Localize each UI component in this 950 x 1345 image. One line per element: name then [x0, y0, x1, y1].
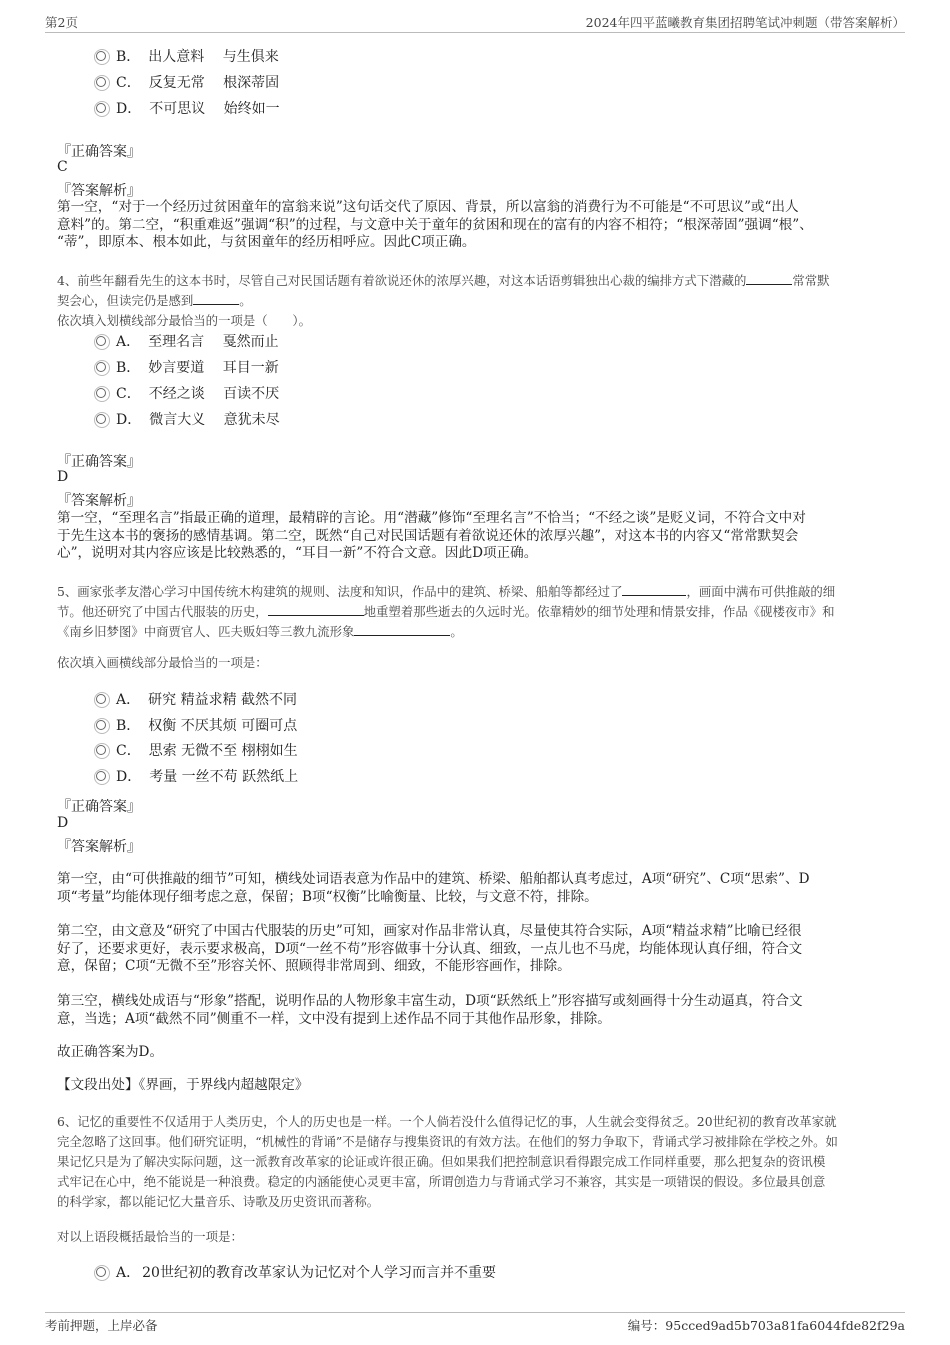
q3-analysis: 第一空，“对于一个经历过贫困童年的富翁来说”这句话交代了原因、背景，所以富翁的消费行为不可能是“不可思议”或“出人 意料”的。第二空，“积重难返”强调“积”的过程，与文意中关于童年的贫困和现在的富有的内容不相符；“根深蒂固”强调“根”、 “蒂”，即原本、根本如此，与贫困童年的经历相呼应。因此C项正确。: [57, 199, 813, 250]
q5-analysis-label: 『答案解析』: [57, 839, 141, 855]
page-footer: [45, 1312, 905, 1333]
q4-option-b[interactable]: B． 妙言要道 耳目一新: [96, 358, 279, 378]
radio-button-icon[interactable]: [96, 103, 106, 113]
page-number: 第2页: [45, 15, 78, 30]
q3-analysis-label: 『答案解析』: [57, 183, 141, 199]
q6-option-a[interactable]: A． 20世纪初的教育改革家认为记忆对个人学习而言并不重要: [96, 1263, 496, 1283]
blank-line: [746, 271, 792, 285]
document-id: 编号：95cced9ad5b703a81fa6044fde82f29a: [627, 1318, 905, 1333]
q5-conclusion: 故正确答案为D。: [57, 1044, 164, 1060]
q4-answer-label: 『正确答案』: [57, 454, 141, 470]
q3-answer: C: [57, 159, 68, 175]
radio-button-icon[interactable]: [96, 77, 106, 87]
page-header: [45, 10, 905, 33]
q5-source: 【文段出处】《界画，于界线内超越限定》: [57, 1077, 309, 1093]
radio-button-icon[interactable]: [96, 414, 106, 424]
radio-button-icon[interactable]: [96, 745, 106, 755]
q6-prompt: 对以上语段概括最恰当的一项是：: [57, 1229, 243, 1244]
q5-analysis-paragraph-1: 第一空，由“可供推敲的细节”可知，横线处词语表意为作品中的建筑、桥梁、船舶都认真考虑过，A项“研究”、C项“思索”、D 项“考量”均能体现仔细考虑之意，保留；B项“权衡”比喻衡量、比较，与文意不符，排除。: [57, 871, 810, 905]
document-title: 2024年四平蓝曦教育集团招聘笔试冲刺题（带答案解析）: [585, 15, 905, 30]
radio-button-icon[interactable]: [96, 771, 106, 781]
q5-answer-label: 『正确答案』: [57, 799, 141, 815]
q3-answer-label: 『正确答案』: [57, 144, 141, 160]
blank-line: [193, 291, 239, 305]
q3-option-b[interactable]: B． 出人意料 与生俱来: [96, 47, 279, 67]
q4-option-d[interactable]: D． 微言大义 意犹未尽: [96, 410, 280, 430]
blank-line: [622, 582, 686, 596]
q5-stem: 5、画家张孝友潜心学习中国传统木构建筑的规则、法度和知识，作品中的建筑、桥梁、船舶等都经过了 ，画面中满布可供推敲的细 节。他还研究了中国古代服装的历史， 地重塑着那些逝去的久远时光。依靠精妙的细节处理和情景安排，作品《砚楼夜市》和 《南乡旧梦图》中商贾官人、匹夫贩妇等三教九流形象 。: [57, 584, 836, 639]
radio-button-icon[interactable]: [96, 1267, 106, 1277]
q3-option-c[interactable]: C． 反复无常 根深蒂固: [96, 73, 279, 93]
q5-prompt: 依次填入画横线部分最恰当的一项是：: [57, 655, 268, 670]
q5-analysis-paragraph-2: 第二空，由文意及“研究了中国古代服装的历史”可知，画家对作品非常认真，尽量使其符合实际，A项“精益求精”比喻已经很 好了，还要求更好，表示要求极高，D项“一丝不苟”形容做事十分认真、细致，一点儿也不马虎，均能体现认真仔细，符合文 意，保留；C项“无微不至”形容关怀、照顾得非常周到、细致，不能形容画作，排除。: [57, 923, 803, 974]
q4-option-a[interactable]: A． 至理名言 戛然而止: [96, 332, 279, 352]
q4-answer: D: [57, 469, 69, 485]
radio-button-icon[interactable]: [96, 336, 106, 346]
q5-analysis-paragraph-3: 第三空，横线处成语与“形象”搭配，说明作品的人物形象丰富生动，D项“跃然纸上”形容描写或刻画得十分生动逼真，符合文 意，当选；A项“截然不同”侧重不一样，文中没有提到上述作品不同于其他作品形象，排除。: [57, 993, 803, 1027]
q4-analysis: 第一空，“至理名言”指最正确的道理，最精辟的言论。用“潜藏”修饰“至理名言”不恰当；“不经之谈”是贬义词，不符合文中对 于先生这本书的褒扬的感情基调。第二空，既然“自己对民国话题有着欲说还休的浓厚兴趣”，对这本书的内容又“常常默契会 心”，说明对其内容应该是比较熟悉的，“耳目一新”不符合文意。因此D项正确。: [57, 510, 806, 561]
q6-stem: 6、记忆的重要性不仅适用于人类历史，个人的历史也是一样。一个人倘若没什么值得记忆的事，人生就会变得贫乏。20世纪初的教育改革家就 完全忽略了这回事。他们研究证明，“机械性的背诵”不是储存与搜集资讯的有效方法。在他们的努力争取下，背诵式学习被排除在学校之外。如 果记忆只是为了解决实际问题，这一派教育改革家的论证或许很正确。但如果我们把控制意识看得跟完成工作同样重要，那么把复杂的资讯模 式牢记在心中，绝不能说是一种浪费。稳定的内涵能使心灵更丰富，所谓创造力与背诵式学习不兼容，其实是一项错误的假设。多位最具创意 的科学家，都以能记忆大量音乐、诗歌及历史资讯而著称。: [57, 1114, 838, 1209]
blank-line: [268, 602, 364, 616]
radio-button-icon[interactable]: [96, 51, 106, 61]
q5-answer: D: [57, 815, 69, 831]
q5-option-a[interactable]: A． 研究 精益求精 截然不同: [96, 690, 297, 710]
blank-line: [354, 622, 450, 636]
footer-slogan: 考前押题，上岸必备: [45, 1318, 158, 1333]
q3-option-d[interactable]: D． 不可思议 始终如一: [96, 99, 280, 119]
q4-option-c[interactable]: C． 不经之谈 百读不厌: [96, 384, 279, 404]
q5-option-d[interactable]: D． 考量 一丝不苟 跃然纸上: [96, 767, 298, 787]
radio-button-icon[interactable]: [96, 388, 106, 398]
q4-stem: 4、前些年翻看先生的这本书时，尽管自己对民国话题有着欲说还休的浓厚兴趣，对这本话语剪辑独出心裁的编排方式下潜藏的 常常默 契会心，但读完仍是感到 。 依次填入划横线部分最恰当的一项是（ ）。: [57, 273, 830, 328]
q5-option-b[interactable]: B． 权衡 不厌其烦 可圈可点: [96, 716, 297, 736]
radio-button-icon[interactable]: [96, 362, 106, 372]
q5-option-c[interactable]: C． 思索 无微不至 栩栩如生: [96, 741, 298, 761]
radio-button-icon[interactable]: [96, 720, 106, 730]
q4-analysis-label: 『答案解析』: [57, 493, 141, 509]
radio-button-icon[interactable]: [96, 694, 106, 704]
